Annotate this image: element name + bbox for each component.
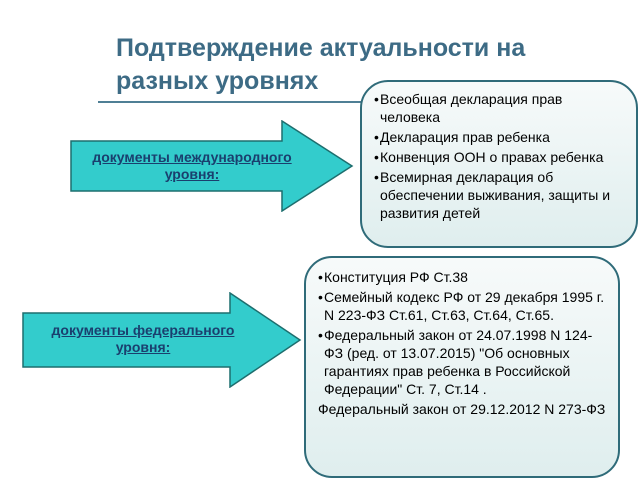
federal-documents-list <box>318 268 608 398</box>
list-item: •Семейный кодекс РФ от 29 декабря 1995 г. N 223-ФЗ Ст.61, Ст.63, Ст.64, Ст.65. <box>318 289 605 323</box>
list-item: •Конвенция ООН о правах ребенка <box>374 149 604 165</box>
list-item: •Декларация прав ребенка <box>374 129 550 145</box>
list-item: •Конституция РФ Ст.38 <box>318 269 468 285</box>
list-item: •Всемирная декларация об обеспечении выживания, защиты и развития детей <box>374 169 611 221</box>
international-documents-list <box>374 90 626 222</box>
slide-title: Подтверждение актуальности на разных уровнях <box>116 34 526 95</box>
federal-documents-box <box>304 256 620 478</box>
federal-arrow-label: документы федерального уровня: <box>51 322 235 355</box>
list-item: •Федеральный закон от 24.07.1998 N 124-ФЗ (ред. от 13.07.2015) "Об основных гарантиях прав ребенка в Российской Федерации" Ст. 7, Ст.14 . <box>318 327 593 397</box>
international-arrow-label: документы международного уровня: <box>92 149 292 182</box>
title-underline <box>98 101 398 103</box>
list-item: •Всеобщая декларация прав человека <box>374 91 563 125</box>
federal-extra-law: Федеральный закон от 29.12.2012 N 273-ФЗ <box>318 401 606 417</box>
international-documents-box <box>360 80 638 248</box>
